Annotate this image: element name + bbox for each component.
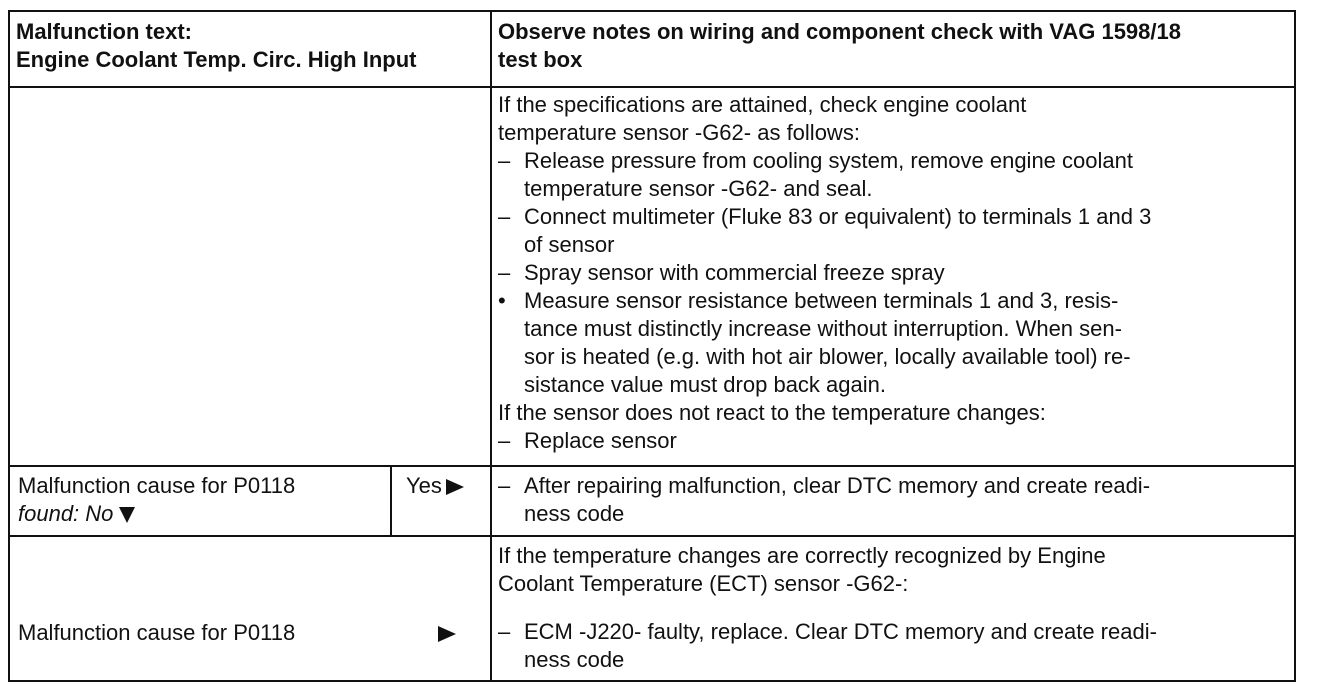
bullet-marker: •	[498, 288, 506, 313]
header-right-cell	[498, 18, 1290, 74]
list-item-line: Replace sensor	[524, 428, 677, 453]
row2-no-label: No	[85, 501, 114, 526]
dash-marker: –	[498, 428, 511, 453]
arrow-down-icon	[119, 507, 135, 523]
row2-right-cell	[498, 472, 1290, 528]
dash-marker: –	[498, 148, 511, 173]
row1-intro-line1: If the specifications are attained, check engine coolant	[498, 92, 1027, 117]
list-item-line: ECM -J220- faulty, replace. Clear DTC memory and create readi-	[524, 619, 1157, 644]
row1-intro-line2: temperature sensor -G62- as follows:	[498, 120, 860, 145]
dash-marker: –	[498, 204, 511, 229]
dash-marker: –	[498, 260, 511, 285]
list-item-line: ness code	[524, 647, 625, 672]
list-item-line: ness code	[524, 501, 625, 526]
arrow-right-icon	[438, 626, 456, 642]
row2-found-prefix: found:	[18, 501, 86, 526]
list-item-line: Spray sensor with commercial freeze spray	[524, 260, 945, 285]
list-item-line: tance must distinctly increase without interruption. When sen-	[524, 316, 1122, 341]
list-item-line: Release pressure from cooling system, remove engine coolant	[524, 148, 1133, 173]
row1-right-cell	[498, 91, 1290, 455]
list-item	[498, 259, 1290, 287]
column-divider	[490, 12, 492, 680]
row2-left-line1: Malfunction cause for P0118	[18, 473, 296, 498]
list-item-line: After repairing malfunction, clear DTC memory and create readi-	[524, 473, 1151, 498]
list-item-line: temperature sensor -G62- and seal.	[524, 176, 873, 201]
header-right-line1: Observe notes on wiring and component check with VAG 1598/18	[498, 19, 1181, 44]
header-divider	[10, 86, 1294, 88]
yes-cell-divider	[390, 466, 392, 536]
dash-marker: –	[498, 619, 511, 644]
list-item	[498, 618, 1290, 674]
row2-divider	[10, 535, 1294, 537]
list-item-line: Connect multimeter (Fluke 83 or equivalent) to terminals 1 and 3	[524, 204, 1152, 229]
arrow-right-icon	[446, 479, 464, 495]
row2-left-cell	[18, 472, 388, 528]
list-item-line: sistance value must drop back again.	[524, 372, 886, 397]
list-item	[498, 287, 1290, 399]
header-left-cell	[16, 18, 486, 74]
header-left-line2: Engine Coolant Temp. Circ. High Input	[16, 47, 417, 72]
list-item-line: of sensor	[524, 232, 615, 257]
malfunction-table	[8, 10, 1296, 682]
row3-left-text: Malfunction cause for P0118	[18, 620, 296, 645]
row3-intro-line2: Coolant Temperature (ECT) sensor -G62-:	[498, 571, 909, 596]
row1-divider	[10, 465, 1294, 467]
header-left-line1: Malfunction text:	[16, 19, 192, 44]
row3-arrow-cell	[434, 619, 474, 647]
row1-outro-line1: If the sensor does not react to the temperature changes:	[498, 400, 1046, 425]
row3-right-cell	[498, 542, 1290, 674]
row2-left-line2	[18, 500, 388, 528]
row3-intro-line1: If the temperature changes are correctly recognized by Engine	[498, 543, 1106, 568]
list-item	[498, 203, 1290, 259]
header-right-line2: test box	[498, 47, 583, 72]
list-item	[498, 147, 1290, 203]
list-item	[498, 472, 1290, 528]
yes-label: Yes	[406, 473, 442, 498]
list-item-line: Measure sensor resistance between terminals 1 and 3, resis-	[524, 288, 1119, 313]
dash-marker: –	[498, 473, 511, 498]
list-item-line: sor is heated (e.g. with hot air blower, locally available tool) re-	[524, 344, 1131, 369]
row2-yes-cell	[406, 472, 488, 500]
list-item	[498, 427, 1290, 455]
row3-left-cell	[18, 619, 488, 647]
